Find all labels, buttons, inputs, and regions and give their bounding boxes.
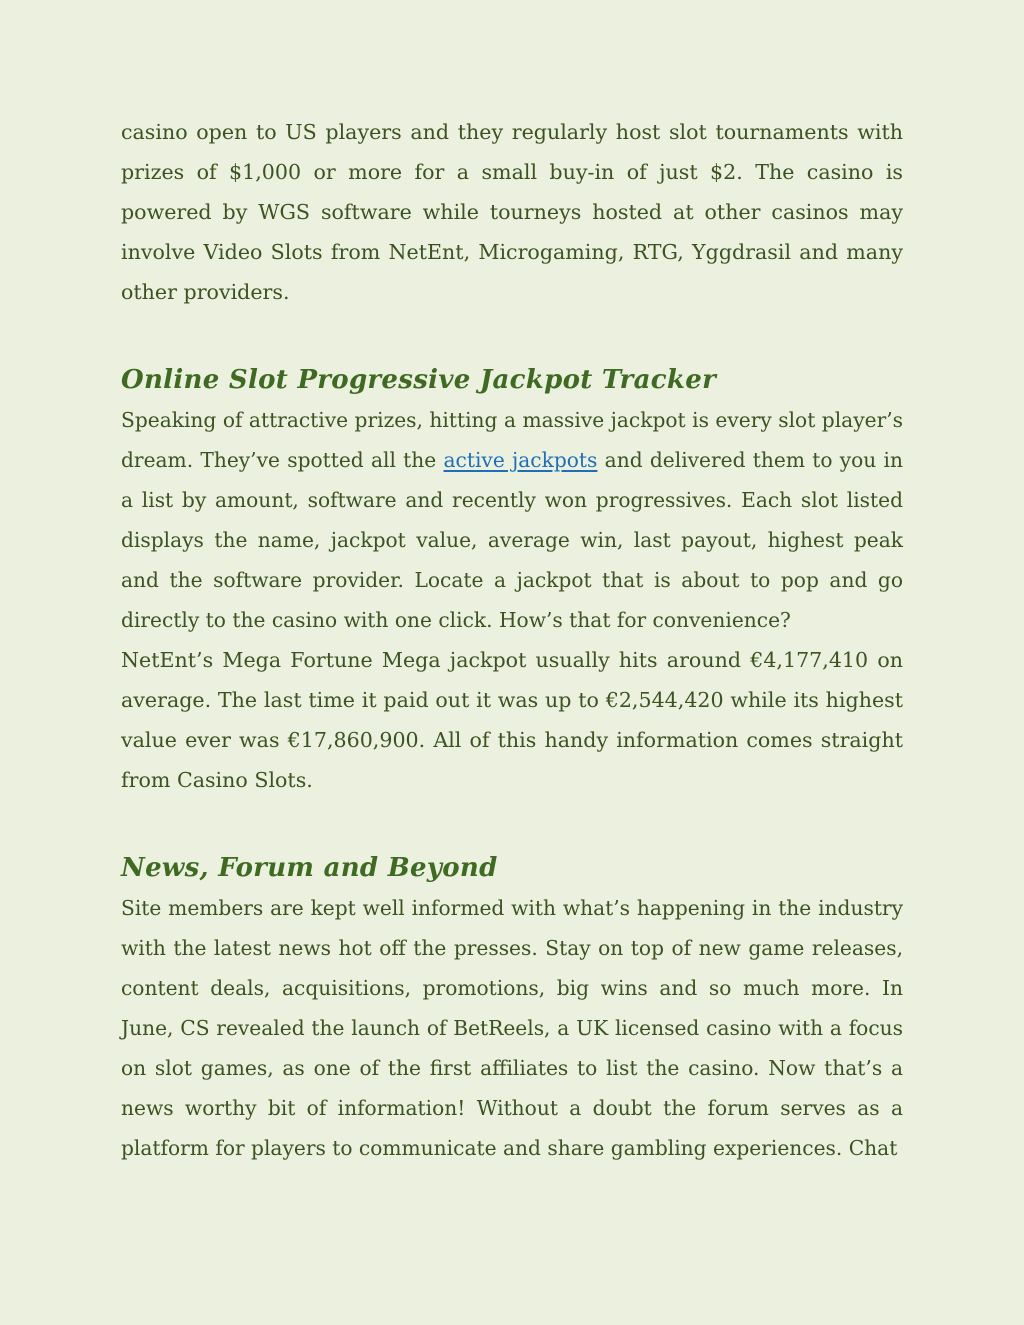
active-jackpots-link[interactable]: active jackpots — [443, 448, 598, 472]
jackpot-paragraph-text-start: Speaking of attractive prizes, hitting a massive jackpot is every slot player’s dream. They’ve spotted all the — [121, 408, 903, 472]
jackpot-paragraph-text-end: and delivered them to you in a list by amount, software and recently won progressives. Each slot listed displays the name, jackpot value, average win, last payout, highest peak and the software provider. Locate a jackpot that is about to pop and go directly to the casino with one click. How’s that for convenience? — [121, 448, 904, 632]
section-heading-jackpot-tracker: Online Slot Progressive Jackpot Tracker — [121, 365, 717, 395]
news-paragraph: Site members are kept well informed with what’s happening in the industry with the latest news hot off the presses. Stay on top of new game releases, content deals, acquisitions, promotions, big wins and so much more. In June, CS revealed the launch of BetReels, a UK licensed casino with a focus on slot games, as one of the first affiliates to list the casino. Now that’s a news worthy bit of information! Without a doubt the forum serves as a platform for players to communicate and share gambling experiences. Chat — [121, 896, 903, 1160]
intro-paragraph: casino open to US players and they regularly host slot tournaments with prizes of $1,000 or more for a small buy-in of just $2. The casino is powered by WGS software while tourneys hosted at other casinos may involve Video Slots from NetEnt, Microgaming, RTG, Yggdrasil and many other providers. — [121, 120, 903, 304]
section-heading-news-forum: News, Forum and Beyond — [121, 853, 498, 883]
jackpot-paragraph — [121, 400, 903, 640]
document-body — [121, 112, 903, 1168]
mega-fortune-paragraph: NetEnt’s Mega Fortune Mega jackpot usually hits around €4,177,410 on average. The last time it paid out it was up to €2,544,420 while its highest value ever was €17,860,900. All of this handy information comes straight from Casino Slots. — [121, 648, 903, 792]
